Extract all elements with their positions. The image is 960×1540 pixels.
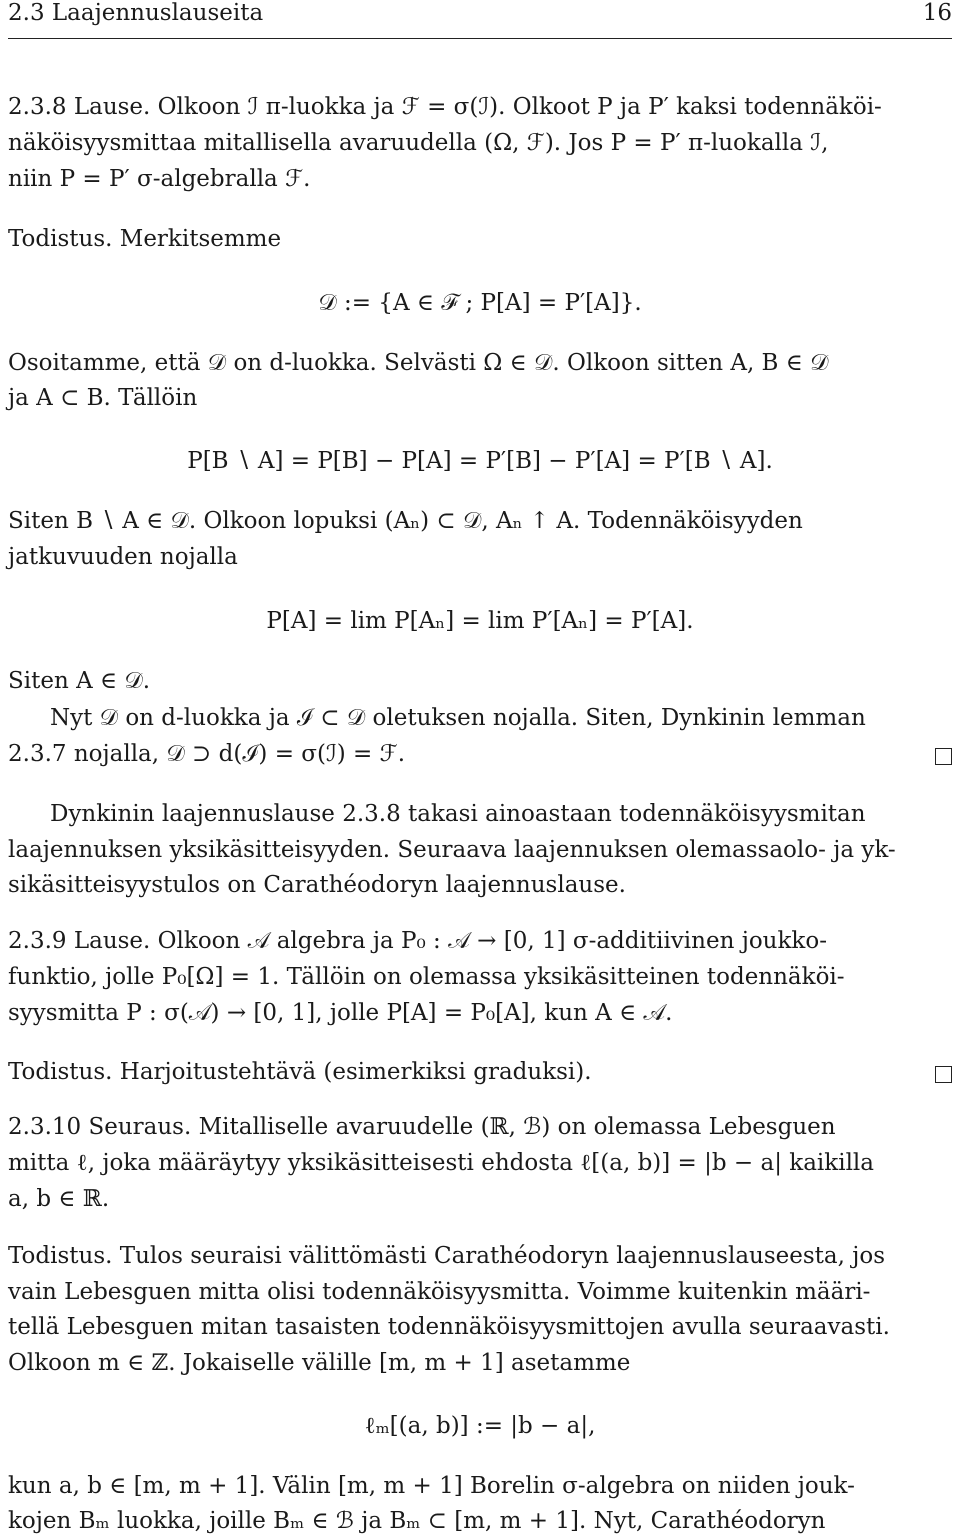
proof-line: tellä Lebesguen mitan tasaisten todennäköisyysmittojen avulla seuraavasti. xyxy=(8,1314,890,1340)
proof-line: 2.3.7 nojalla, 𝒟 ⊃ d(ℐ) = σ(ℐ) = ℱ. xyxy=(8,741,406,767)
paragraph-line: sikäsitteisyystulos on Carathéodoryn laajennuslause. xyxy=(8,872,626,898)
theorem-line: 2.3.9 Lause. Olkoon 𝒜 algebra ja P₀ : 𝒜 → [0, 1] σ-additiivinen joukko- xyxy=(8,928,827,954)
corollary-line: mitta ℓ, joka määräytyy yksikäsitteisesti ehdosta ℓ[(a, b)] = |b − a| kaikilla xyxy=(8,1150,874,1176)
proof-line: Siten B ∖ A ∈ 𝒟. Olkoon lopuksi (Aₙ) ⊂ 𝒟, Aₙ ↑ A. Todennäköisyyden xyxy=(8,508,803,534)
theorem-line: syysmitta P : σ(𝒜) → [0, 1], jolle P[A] = P₀[A], kun A ∈ 𝒜. xyxy=(8,1000,673,1026)
proof-line: Siten A ∈ 𝒟. xyxy=(8,668,151,694)
proof-line: Todistus. Tulos seuraisi välittömästi Carathéodoryn laajennuslauseesta, jos xyxy=(8,1243,886,1269)
display-equation: P[B ∖ A] = P[B] − P[A] = P′[B] − P′[A] = P′[B ∖ A]. xyxy=(187,448,773,474)
paragraph-line: Dynkinin laajennuslause 2.3.8 takasi ainoastaan todennäköisyysmitan xyxy=(50,801,866,827)
proof-line: Todistus. Harjoitustehtävä (esimerkiksi graduksi). xyxy=(8,1059,592,1085)
theorem-line: niin P = P′ σ-algebralla ℱ. xyxy=(8,166,311,192)
proof-line: vain Lebesguen mitta olisi todennäköisyysmitta. Voimme kuitenkin määri- xyxy=(8,1279,871,1305)
theorem-line: 2.3.8 Lause. Olkoon ℐ π-luokka ja ℱ = σ(ℐ). Olkoot P ja P′ kaksi todennäköi- xyxy=(8,94,882,120)
proof-line: kojen Bₘ luokka, joille Bₘ ∈ ℬ ja Bₘ ⊂ [m, m + 1]. Nyt, Carathéodoryn xyxy=(8,1508,826,1534)
display-equation: 𝒟 := {A ∈ ℱ ; P[A] = P′[A]}. xyxy=(318,290,642,316)
theorem-line: funktio, jolle P₀[Ω] = 1. Tällöin on olemassa yksikäsitteinen todennäköi- xyxy=(8,964,845,990)
proof-line: Todistus. Merkitsemme xyxy=(8,226,282,252)
section-title: 2.3 Laajennuslauseita xyxy=(8,0,264,26)
page-number: 16 xyxy=(922,0,952,26)
proof-line: kun a, b ∈ [m, m + 1]. Välin [m, m + 1] Borelin σ-algebra on niiden jouk- xyxy=(8,1473,855,1499)
qed-icon xyxy=(935,1066,952,1083)
qed-icon xyxy=(935,748,952,765)
proof-line: Osoitamme, että 𝒟 on d-luokka. Selvästi Ω ∈ 𝒟. Olkoon sitten A, B ∈ 𝒟 xyxy=(8,350,829,376)
proof-line: Olkoon m ∈ ℤ. Jokaiselle välille [m, m + 1] asetamme xyxy=(8,1350,631,1376)
theorem-line: näköisyysmittaa mitallisella avaruudella (Ω, ℱ). Jos P = P′ π-luokalla ℐ, xyxy=(8,130,829,156)
proof-line: Nyt 𝒟 on d-luokka ja ℐ ⊂ 𝒟 oletuksen nojalla. Siten, Dynkinin lemman xyxy=(50,705,866,731)
display-equation: ℓₘ[(a, b)] := |b − a|, xyxy=(364,1413,596,1439)
corollary-line: a, b ∈ ℝ. xyxy=(8,1186,110,1212)
header-rule xyxy=(8,38,952,39)
corollary-line: 2.3.10 Seuraus. Mitalliselle avaruudelle (ℝ, ℬ) on olemassa Lebesguen xyxy=(8,1114,836,1140)
display-equation: P[A] = lim P[Aₙ] = lim P′[Aₙ] = P′[A]. xyxy=(266,608,694,634)
proof-line: jatkuvuuden nojalla xyxy=(8,544,238,570)
paragraph-line: laajennuksen yksikäsitteisyyden. Seuraava laajennuksen olemassaolo- ja yk- xyxy=(8,837,896,863)
proof-line: ja A ⊂ B. Tällöin xyxy=(8,385,198,411)
